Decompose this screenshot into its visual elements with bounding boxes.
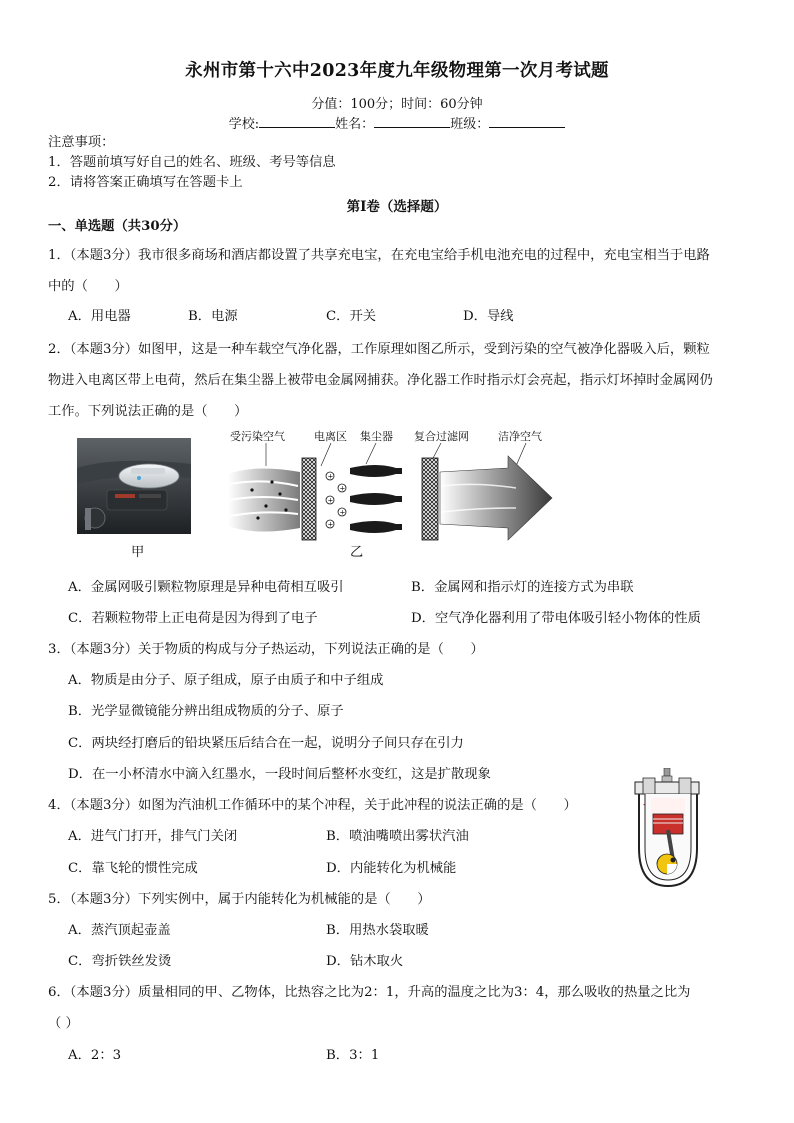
q5-option-a[interactable]: A．蒸汽顶起壶盖 [68, 923, 171, 938]
figure-label-yi: 乙 [350, 545, 364, 560]
q4-option-c[interactable]: C．靠飞轮的惯性完成 [68, 861, 198, 876]
svg-text:+: + [327, 472, 334, 481]
q2-option-c[interactable]: C．若颗粒物带上正电荷是因为得到了电子 [68, 611, 318, 626]
school-label: 学校: [228, 117, 260, 132]
section-title: 一、单选题（共30分） [48, 219, 187, 234]
svg-text:+: + [327, 496, 334, 505]
q3-option-b[interactable]: B．光学显微镜能分辨出组成物质的分子、原子 [68, 704, 344, 719]
q4-option-a[interactable]: A．进气门打开，排气门关闭 [68, 829, 238, 844]
q5-option-b[interactable]: B．用热水袋取暖 [326, 923, 429, 938]
notice-heading: 注意事项： [48, 135, 115, 150]
question-4-line: 4．（本题3分）如图为汽油机工作循环中的某个冲程，关于此冲程的说法正确的是（ ） [48, 798, 577, 813]
figure-label-jia: 甲 [131, 545, 145, 560]
question-1-line: 1．（本题3分）我市很多商场和酒店都设置了共享充电宝，在充电宝给手机电池充电的过程中，充电宝相当于电路 [48, 248, 710, 263]
part-title: 第I卷（选择题） [346, 199, 448, 215]
car-purifier-photo [77, 438, 191, 534]
exam-title: 永州市第十六中2023年度九年级物理第一次月考试题 [185, 61, 609, 81]
q2-option-d[interactable]: D．空气净化器利用了带电体吸引轻小物体的性质 [411, 611, 701, 626]
school-blank[interactable] [259, 114, 335, 128]
svg-text:+: + [339, 508, 346, 517]
q4-option-d[interactable]: D．内能转化为机械能 [326, 861, 457, 876]
notice-item: 1．答题前填写好自己的姓名、班级、考号等信息 [48, 155, 336, 170]
q1-option-d[interactable]: D．导线 [463, 309, 514, 324]
q6-option-a[interactable]: A．2：3 [68, 1048, 122, 1063]
q3-option-c[interactable]: C．两块经打磨后的铅块紧压后结合在一起，说明分子间只存在引力 [68, 736, 464, 751]
class-label: 班级： [450, 117, 490, 132]
question-1-line: 中的（ ） [48, 279, 128, 294]
svg-text:+: + [327, 520, 334, 529]
notice-item: 2．请将答案正确填写在答题卡上 [48, 175, 243, 190]
question-2-line: 工作。下列说法正确的是（ ） [48, 404, 248, 419]
question-2-line: 2．（本题3分）如图甲，这是一种车载空气净化器，工作原理如图乙所示，受到污染的空气被净化器吸入后，颗粒 [48, 342, 710, 357]
label-ionization-zone: 电离区 [314, 430, 347, 443]
score-time: 分值：100分；时间：60分钟 [311, 97, 483, 112]
student-info-line [0, 113, 794, 132]
label-polluted-air: 受污染空气 [230, 430, 285, 443]
label-dust-collector: 集尘器 [360, 430, 393, 443]
q2-option-a[interactable]: A．金属网吸引颗粒物原理是异种电荷相互吸引 [68, 580, 344, 595]
name-label: 姓名： [335, 117, 375, 132]
engine-cylinder-diagram [629, 768, 707, 890]
q1-option-b[interactable]: B．电源 [188, 309, 238, 324]
svg-text:+: + [339, 484, 346, 493]
q1-option-a[interactable]: A．用电器 [68, 309, 131, 324]
question-5-line: 5．（本题3分）下列实例中，属于内能转化为机械能的是（ ） [48, 892, 431, 907]
purifier-principle-diagram [226, 428, 556, 544]
question-6-line: （ ） [48, 1016, 79, 1031]
q1-option-c[interactable]: C．开关 [326, 309, 377, 324]
q2-option-b[interactable]: B．金属网和指示灯的连接方式为串联 [411, 580, 634, 595]
q3-option-d[interactable]: D．在一小杯清水中滴入红墨水，一段时间后整杯水变红，这是扩散现象 [68, 767, 491, 782]
class-blank[interactable] [489, 114, 565, 128]
q5-option-d[interactable]: D．钻木取火 [326, 954, 404, 969]
question-6-line: 6．（本题3分）质量相同的甲、乙物体，比热容之比为2：1，升高的温度之比为3：4，那么吸收的热量之比为 [48, 985, 691, 1000]
q5-option-c[interactable]: C．弯折铁丝发烫 [68, 954, 172, 969]
question-3-line: 3．（本题3分）关于物质的构成与分子热运动，下列说法正确的是（ ） [48, 642, 484, 657]
q3-option-a[interactable]: A．物质是由分子、原子组成，原子由质子和中子组成 [68, 673, 384, 688]
name-blank[interactable] [374, 114, 450, 128]
q6-option-b[interactable]: B．3：1 [326, 1048, 380, 1063]
q4-option-b[interactable]: B．喷油嘴喷出雾状汽油 [326, 829, 469, 844]
label-clean-air: 洁净空气 [498, 430, 542, 443]
label-composite-filter: 复合过滤网 [414, 430, 469, 443]
question-2-line: 物进入电离区带上电荷，然后在集尘器上被带电金属网捕获。净化器工作时指示灯会亮起，指示灯坏掉时金属网仍 [48, 373, 713, 388]
